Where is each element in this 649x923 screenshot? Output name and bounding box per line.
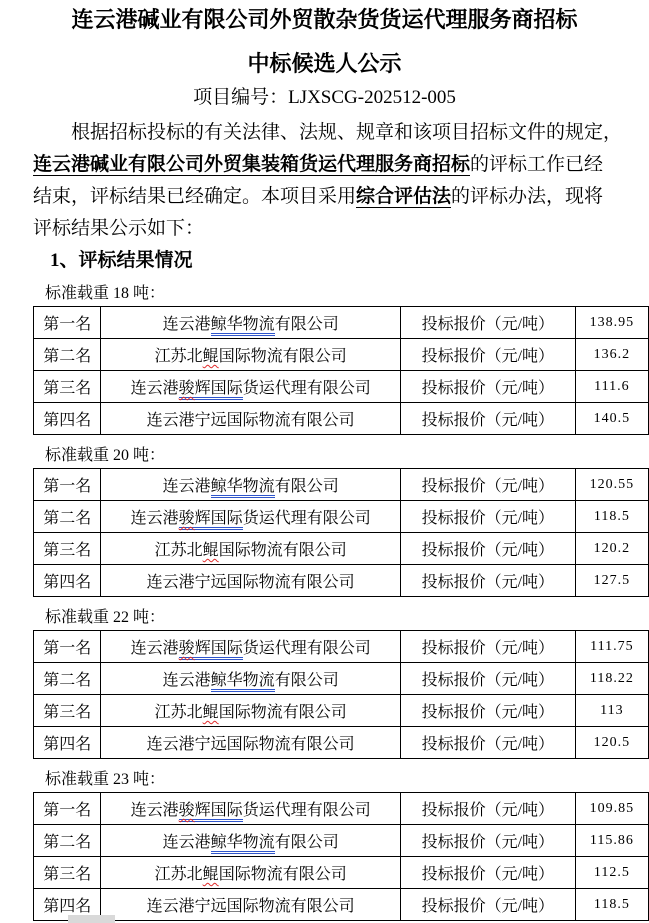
rank-cell: 第四名 [34, 565, 101, 597]
company-cell [101, 307, 400, 339]
table-caption: 标准载重 23 吨： [45, 771, 166, 788]
table-row [34, 857, 649, 889]
rank-cell: 第一名 [34, 307, 101, 339]
spellcheck-marked-text: 鲲 [202, 348, 219, 365]
company-text: 国际物流有限公司 [218, 542, 347, 559]
company-text: 连云港宁远国际物流有限公司 [146, 736, 355, 753]
company-cell [101, 533, 400, 565]
rank-cell: 第三名 [34, 695, 101, 727]
page-break-marker [68, 915, 115, 923]
company-text: 江苏北 [154, 866, 203, 883]
spellcheck-marked-text: 骏 [179, 380, 195, 400]
table-row [34, 695, 649, 727]
document-title-line1: 连云港碱业有限公司外贸散杂货货运代理服务商招标 [71, 7, 578, 32]
rank-cell: 第二名 [34, 825, 101, 857]
spellcheck-marked-text: 鲸华物流 [211, 672, 275, 692]
spellcheck-marked-text: 辉国际 [195, 510, 243, 530]
spellcheck-marked-text: 骏 [179, 640, 195, 660]
company-text: 国际物流有限公司 [218, 866, 347, 883]
price-label-cell: 投标报价（元/吨） [400, 501, 575, 533]
company-cell [101, 565, 400, 597]
result-table-20t [33, 468, 649, 597]
rank-cell: 第二名 [34, 501, 101, 533]
company-text: 有限公司 [274, 316, 339, 333]
company-text: 连云港 [162, 478, 211, 495]
paragraph-line4: 评标结果公示如下： [33, 218, 205, 239]
table-row [34, 727, 649, 759]
company-text: 江苏北 [154, 704, 203, 721]
rank-cell: 第四名 [34, 889, 101, 921]
rank-cell: 第一名 [34, 469, 101, 501]
price-label-cell: 投标报价（元/吨） [400, 469, 575, 501]
price-label-cell: 投标报价（元/吨） [400, 403, 575, 435]
company-text: 连云港 [130, 640, 179, 657]
table-row [34, 469, 649, 501]
table-row [34, 889, 649, 921]
table-row [34, 663, 649, 695]
company-text: 江苏北 [154, 542, 203, 559]
load-section-22t [0, 609, 649, 759]
company-cell [101, 857, 400, 889]
table-caption: 标准载重 18 吨： [45, 285, 166, 302]
company-text: 连云港 [162, 834, 211, 851]
company-text: 江苏北 [154, 348, 203, 365]
price-label-cell: 投标报价（元/吨） [400, 565, 575, 597]
company-text: 连云港宁远国际物流有限公司 [146, 574, 355, 591]
company-text: 国际物流有限公司 [218, 704, 347, 721]
result-table-23t [33, 792, 649, 921]
company-cell [101, 695, 400, 727]
price-label-cell: 投标报价（元/吨） [400, 663, 575, 695]
load-section-23t [0, 771, 649, 921]
rank-cell: 第三名 [34, 533, 101, 565]
spellcheck-marked-text: 鲲 [202, 866, 219, 883]
company-text: 连云港宁远国际物流有限公司 [146, 898, 355, 915]
company-cell [101, 501, 400, 533]
rank-cell: 第一名 [34, 631, 101, 663]
price-cell: 120.5 [575, 727, 648, 759]
spellcheck-marked-text: 骏 [179, 802, 195, 822]
company-text: 连云港 [162, 672, 211, 689]
paragraph-line3 [33, 181, 635, 213]
price-cell: 120.2 [575, 533, 648, 565]
company-cell [101, 793, 400, 825]
price-cell: 118.22 [575, 663, 648, 695]
company-text: 有限公司 [274, 834, 339, 851]
rank-cell: 第四名 [34, 727, 101, 759]
price-label-cell: 投标报价（元/吨） [400, 857, 575, 889]
rank-cell: 第二名 [34, 339, 101, 371]
rank-cell: 第四名 [34, 403, 101, 435]
table-row [34, 403, 649, 435]
table-row [34, 339, 649, 371]
company-text: 有限公司 [274, 478, 339, 495]
table-caption: 标准载重 22 吨： [45, 609, 166, 626]
table-row [34, 565, 649, 597]
company-cell [101, 663, 400, 695]
company-text: 连云港 [162, 316, 211, 333]
result-table-18t [33, 306, 649, 435]
rank-cell: 第二名 [34, 663, 101, 695]
price-label-cell: 投标报价（元/吨） [400, 825, 575, 857]
rank-cell: 第三名 [34, 857, 101, 889]
spellcheck-marked-text: 辉国际 [195, 640, 243, 660]
company-text: 货运代理有限公司 [242, 510, 371, 527]
company-cell [101, 371, 400, 403]
company-text: 连云港 [130, 380, 179, 397]
company-text: 国际物流有限公司 [218, 348, 347, 365]
company-cell [101, 339, 400, 371]
price-label-cell: 投标报价（元/吨） [400, 793, 575, 825]
company-cell [101, 889, 400, 921]
spellcheck-marked-text: 辉国际 [195, 802, 243, 822]
company-text: 连云港宁远国际物流有限公司 [146, 412, 355, 429]
price-label-cell: 投标报价（元/吨） [400, 371, 575, 403]
table-row [34, 825, 649, 857]
price-cell: 113 [575, 695, 648, 727]
company-cell [101, 469, 400, 501]
company-text: 货运代理有限公司 [242, 640, 371, 657]
spellcheck-marked-text: 鲲 [202, 542, 219, 559]
rank-cell: 第一名 [34, 793, 101, 825]
evaluation-method-emphasis: 综合评估法 [356, 186, 452, 207]
spellcheck-marked-text: 辉国际 [195, 380, 243, 400]
paragraph-line1: 根据招标投标的有关法律、法规、规章和该项目招标文件的规定， [71, 122, 623, 143]
table-caption: 标准载重 20 吨： [45, 447, 166, 464]
price-cell: 120.55 [575, 469, 648, 501]
price-label-cell: 投标报价（元/吨） [400, 695, 575, 727]
price-cell: 109.85 [575, 793, 648, 825]
paragraph-line2-rest: 的评标工作已经 [470, 154, 604, 175]
spellcheck-marked-text: 骏 [179, 510, 195, 530]
price-label-cell: 投标报价（元/吨） [400, 631, 575, 663]
load-section-18t [0, 285, 649, 435]
price-cell: 111.6 [575, 371, 648, 403]
rank-cell: 第三名 [34, 371, 101, 403]
table-row [34, 371, 649, 403]
price-label-cell: 投标报价（元/吨） [400, 339, 575, 371]
project-number: 项目编号：LJXSCG-202512-005 [193, 87, 456, 108]
company-cell [101, 727, 400, 759]
spellcheck-marked-text: 鲸华物流 [211, 316, 275, 336]
paragraph-line3-rest: 的评标办法，现将 [451, 186, 604, 207]
company-cell [101, 825, 400, 857]
company-text: 连云港 [130, 510, 179, 527]
price-cell: 111.75 [575, 631, 648, 663]
company-cell [101, 403, 400, 435]
document-title-line2: 中标候选人公示 [247, 51, 402, 76]
price-cell: 127.5 [575, 565, 648, 597]
price-label-cell: 投标报价（元/吨） [400, 307, 575, 339]
company-text: 有限公司 [274, 672, 339, 689]
table-row [34, 501, 649, 533]
table-row [34, 793, 649, 825]
company-text: 货运代理有限公司 [242, 380, 371, 397]
price-cell: 140.5 [575, 403, 648, 435]
spellcheck-marked-text: 鲸华物流 [211, 834, 275, 854]
result-table-22t [33, 630, 649, 759]
paragraph-line3-pre: 结束，评标结果已经确定。本项目采用 [33, 186, 357, 207]
price-cell: 138.95 [575, 307, 648, 339]
spellcheck-marked-text: 鲲 [202, 704, 219, 721]
spellcheck-marked-text: 鲸华物流 [211, 478, 275, 498]
price-cell: 112.5 [575, 857, 648, 889]
intro-paragraph [33, 117, 635, 245]
price-cell: 118.5 [575, 501, 648, 533]
section-heading: 1、评标结果情况 [50, 250, 193, 271]
price-cell: 136.2 [575, 339, 648, 371]
table-row [34, 307, 649, 339]
project-name-emphasis: 连云港碱业有限公司外贸集装箱货运代理服务商招标 [33, 154, 471, 175]
table-row [34, 631, 649, 663]
price-cell: 115.86 [575, 825, 648, 857]
company-text: 货运代理有限公司 [242, 802, 371, 819]
price-label-cell: 投标报价（元/吨） [400, 889, 575, 921]
load-section-20t [0, 447, 649, 597]
price-label-cell: 投标报价（元/吨） [400, 533, 575, 565]
company-text: 连云港 [130, 802, 179, 819]
table-row [34, 533, 649, 565]
price-cell: 118.5 [575, 889, 648, 921]
price-label-cell: 投标报价（元/吨） [400, 727, 575, 759]
paragraph-line2 [33, 149, 635, 181]
company-cell [101, 631, 400, 663]
